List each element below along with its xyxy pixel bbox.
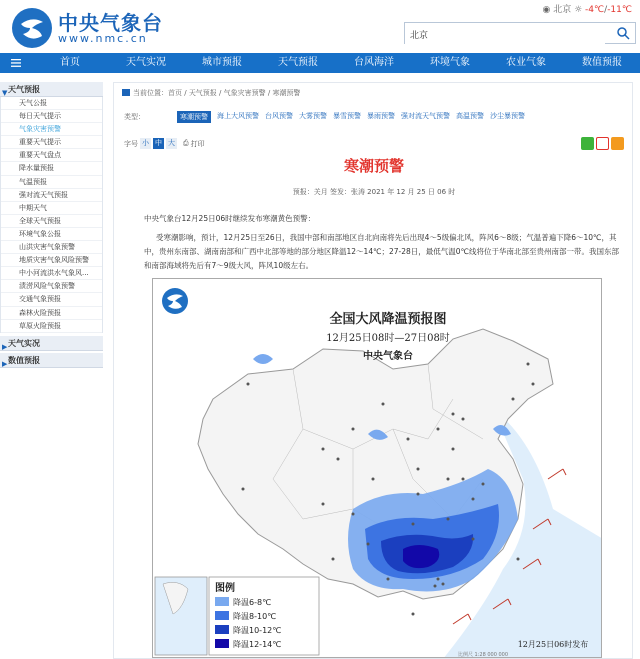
breadcrumb-sep: / — [216, 89, 224, 97]
printer-icon[interactable]: ⎙ — [183, 139, 189, 147]
category-tab[interactable]: 沙尘暴预警 — [490, 112, 525, 120]
temp-high: -4℃ — [585, 5, 605, 15]
legend-item-3: 降温10-12℃ — [233, 626, 282, 635]
sidebar-item[interactable]: 气温预报 — [1, 176, 102, 189]
font-size-label: 字号 — [124, 139, 138, 148]
sidebar-list — [0, 97, 103, 333]
sidebar-item[interactable]: 交通气象预报 — [1, 293, 102, 306]
breadcrumb-prefix: 当前位置： — [133, 89, 168, 97]
map-title: 全国大风降温预报图 — [329, 312, 447, 327]
nav-environment[interactable]: 环境气象 — [430, 57, 470, 68]
sidebar-section-label: 天气实况 — [8, 338, 40, 348]
current-weather — [542, 2, 632, 15]
temp-separator: / — [604, 5, 608, 15]
nav-live-weather[interactable]: 天气实况 — [126, 57, 166, 68]
font-large-button[interactable]: 大 — [168, 139, 175, 147]
sidebar-item[interactable]: 渍涝风险气象预警 — [1, 280, 102, 293]
article-byline: 预报：关月 签发：张涛 2021 年 12 月 25 日 06 时 — [292, 188, 456, 196]
sidebar-item[interactable]: 气象灾害预警 — [1, 123, 102, 136]
nav-weather-forecast[interactable]: 天气预报 — [278, 57, 318, 68]
brand-name: 中央气象台 — [58, 11, 163, 35]
current-city[interactable]: 北京 — [553, 5, 572, 15]
article-body: 受寒潮影响，预计，12月25日至26日，我国中部和南部地区自北向南将先后出现4～5级偏北风，阵风6～8级；气温普遍下降6～10℃，其中，贵州东南部、湖南南部和广西中北部等地的部分地区降温12～14℃；27-28日，最低气温0℃线将位于华南北部至贵州南部一带。我国东部和南部海域将先后有7～9级大风，阵风10级左右。 — [144, 233, 619, 270]
weibo-icon[interactable] — [596, 137, 609, 150]
legend-item-1: 降温6-8℃ — [233, 598, 272, 607]
breadcrumb-home[interactable]: 首页 — [168, 89, 182, 97]
home-icon — [122, 89, 130, 96]
sidebar-item[interactable]: 重要天气盘点 — [1, 149, 102, 162]
breadcrumb-current: 寒潮预警 — [272, 89, 301, 97]
font-medium-button[interactable]: 中 — [155, 139, 162, 147]
breadcrumb-forecast[interactable]: 天气预报 — [188, 89, 217, 97]
legend-title: 图例 — [215, 583, 235, 594]
nav-agriculture[interactable]: 农业气象 — [506, 57, 546, 68]
map-scale: 比例尺 1:28 000 000 — [457, 652, 509, 658]
category-tab[interactable]: 海上大风预警 — [217, 112, 259, 120]
plus-share-icon[interactable] — [611, 137, 624, 150]
category-tab[interactable]: 寒潮预警 — [177, 111, 211, 123]
category-label: 类型： — [124, 113, 145, 121]
font-size-control — [124, 138, 205, 149]
site-header — [0, 0, 640, 52]
legend-item-2: 降温8-10℃ — [233, 612, 277, 621]
category-tab[interactable]: 暴雪预警 — [333, 112, 361, 120]
cold-wave-map — [152, 278, 602, 658]
sidebar-item[interactable]: 天气公报 — [1, 97, 102, 110]
article-title: 寒潮预警 — [343, 157, 404, 175]
nav-typhoon-ocean[interactable]: 台风海洋 — [354, 57, 394, 68]
sidebar-item[interactable]: 草原火险预报 — [1, 320, 102, 333]
breadcrumb-sep: / — [182, 89, 189, 97]
sidebar-item[interactable]: 全球天气预报 — [1, 215, 102, 228]
breadcrumb-warning[interactable]: 气象灾害预警 — [223, 89, 266, 97]
category-tab[interactable]: 大雾预警 — [299, 112, 327, 120]
sidebar-section-forecast[interactable] — [0, 82, 103, 97]
map-period: 12月25日08时—27日08时 — [326, 333, 450, 344]
wechat-icon[interactable] — [581, 137, 594, 150]
sidebar-item[interactable]: 重要天气提示 — [1, 136, 102, 149]
main-nav — [0, 53, 640, 73]
chevron-right-icon: ▶ — [2, 342, 8, 351]
menu-icon[interactable] — [0, 53, 32, 73]
location-pin-icon: ◉ — [542, 5, 551, 15]
search-box — [404, 22, 636, 44]
sidebar — [0, 82, 103, 368]
chevron-down-icon: ▼ — [2, 89, 8, 97]
sidebar-section-live[interactable] — [0, 336, 103, 351]
sidebar-item[interactable]: 强对流天气预报 — [1, 189, 102, 202]
article-lead: 中央气象台12月25日06时继续发布寒潮黄色预警： — [144, 214, 316, 223]
sidebar-item[interactable]: 环境气象公报 — [1, 228, 102, 241]
cma-logo[interactable] — [12, 8, 52, 48]
font-small-button[interactable]: 小 — [142, 139, 149, 147]
temp-low: -11℃ — [607, 5, 632, 15]
nav-city-forecast[interactable]: 城市预报 — [202, 57, 242, 68]
sidebar-item[interactable]: 每日天气提示 — [1, 110, 102, 123]
share-buttons — [581, 137, 624, 150]
sidebar-item[interactable]: 森林火险预报 — [1, 307, 102, 320]
category-tab[interactable]: 高温预警 — [456, 112, 484, 120]
sidebar-section-label: 天气预报 — [8, 85, 40, 94]
map-agency: 中央气象台 — [363, 351, 413, 362]
search-input[interactable] — [405, 25, 605, 45]
map-issued: 12月25日06时发布 — [517, 640, 589, 649]
sidebar-section-label: 数值预报 — [8, 355, 40, 365]
breadcrumb-sep: / — [265, 89, 273, 97]
sidebar-item[interactable]: 中期天气 — [1, 202, 102, 215]
sidebar-section-numerical[interactable] — [0, 353, 103, 368]
breadcrumb — [122, 88, 300, 98]
sidebar-item[interactable]: 降水量预报 — [1, 162, 102, 175]
main-content — [113, 82, 633, 659]
nav-numerical[interactable]: 数值预报 — [582, 57, 622, 68]
nav-home[interactable]: 首页 — [60, 57, 80, 68]
sidebar-item[interactable]: 地质灾害气象风险预警 — [1, 254, 102, 267]
category-tab[interactable]: 暴雨预警 — [367, 112, 395, 120]
sidebar-item[interactable]: 中小河流洪水气象风... — [1, 267, 102, 280]
category-tab[interactable]: 台风预警 — [265, 112, 293, 120]
sidebar-item[interactable]: 山洪灾害气象预警 — [1, 241, 102, 254]
weather-icon: ☼ — [574, 5, 583, 15]
category-tab[interactable]: 强对流天气预警 — [401, 112, 450, 120]
chevron-right-icon: ▶ — [2, 359, 8, 368]
print-button[interactable]: 打印 — [190, 139, 205, 148]
search-icon[interactable] — [616, 26, 630, 40]
brand-url: www.nmc.cn — [58, 32, 148, 45]
category-tabs — [177, 111, 525, 123]
legend-item-4: 降温12-14℃ — [233, 640, 282, 649]
